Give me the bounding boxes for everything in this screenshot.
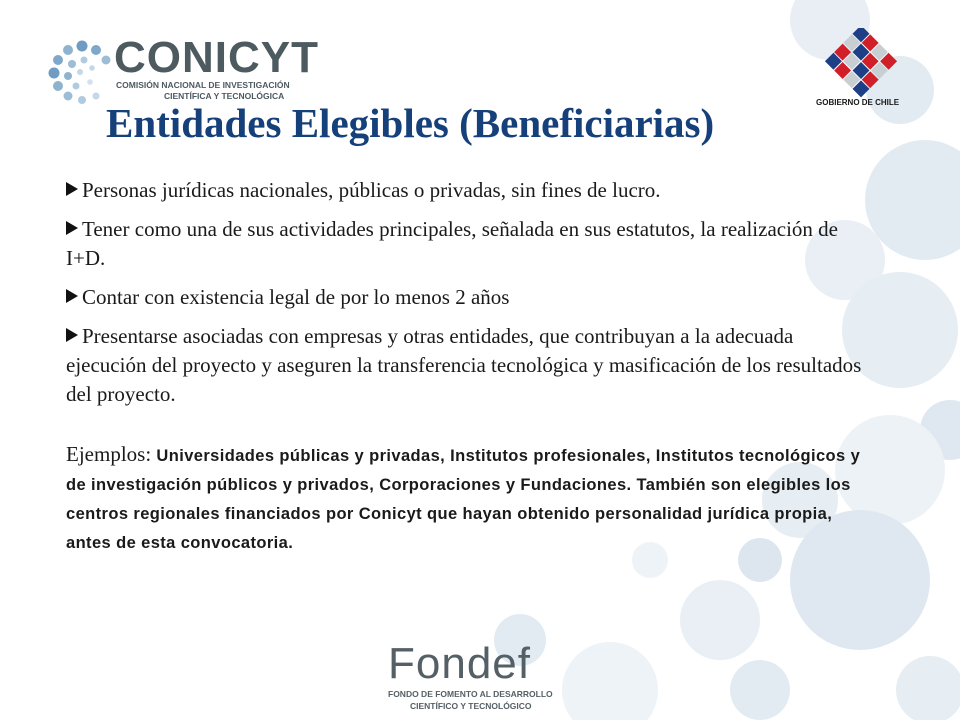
conicyt-logo-name: CONICYT bbox=[114, 33, 319, 82]
bullet-text: Contar con existencia legal de por lo menos 2 años bbox=[82, 285, 510, 309]
bullet-item bbox=[66, 322, 878, 409]
examples-label: Ejemplos: bbox=[66, 442, 152, 466]
examples-text: Universidades públicas y privadas, Institutos profesionales, Institutos tecnológicos y de investigación públicos y privados, Corporaciones y Fundaciones. También son elegibles los centros regionales financiados por Conicyt que hayan obtenido personalidad jurídica propia, antes de esta convocatoria. bbox=[66, 447, 861, 552]
slide-content bbox=[66, 176, 878, 578]
bullet-arrow-icon bbox=[66, 328, 78, 342]
bullet-text: Tener como una de sus actividades principales, señalada en sus estatutos, la realización de I+D. bbox=[66, 217, 838, 270]
gobierno-de-chile-logo bbox=[816, 28, 906, 118]
examples-paragraph bbox=[66, 441, 878, 557]
fondef-logo bbox=[388, 639, 628, 714]
conicyt-logo-subtitle-line2: CIENTÍFICA Y TECNOLÓGICA bbox=[164, 91, 285, 101]
bullet-arrow-icon bbox=[66, 221, 78, 235]
fondef-logo-subtitle-line1: FONDO DE FOMENTO AL DESARROLLO bbox=[388, 689, 553, 699]
bullet-arrow-icon bbox=[66, 182, 78, 196]
conicyt-logo bbox=[46, 33, 319, 106]
conicyt-logo-subtitle-line1: COMISIÓN NACIONAL DE INVESTIGACIÓN bbox=[116, 80, 290, 90]
fondef-logo-subtitle-line2: CIENTÍFICO Y TECNOLÓGICO bbox=[410, 701, 532, 711]
bullet-text: Presentarse asociadas con empresas y otras entidades, que contribuyan a la adecuada ejecución del proyecto y aseguren la transferencia tecnológica y masificación de los resultados del proyecto. bbox=[66, 324, 862, 406]
bullet-item bbox=[66, 283, 878, 312]
gobierno-de-chile-label: GOBIERNO DE CHILE bbox=[816, 98, 900, 107]
bullet-arrow-icon bbox=[66, 289, 78, 303]
fondef-logo-name: Fondef bbox=[388, 639, 531, 688]
bullet-text: Personas jurídicas nacionales, públicas o privadas, sin fines de lucro. bbox=[82, 178, 661, 202]
slide-title: Entidades Elegibles (Beneficiarias) bbox=[106, 100, 715, 146]
bullet-item bbox=[66, 215, 878, 273]
gobierno-diamond-icon bbox=[816, 28, 906, 98]
bullet-item bbox=[66, 176, 878, 205]
fondef-logo-subtitle bbox=[388, 688, 628, 712]
